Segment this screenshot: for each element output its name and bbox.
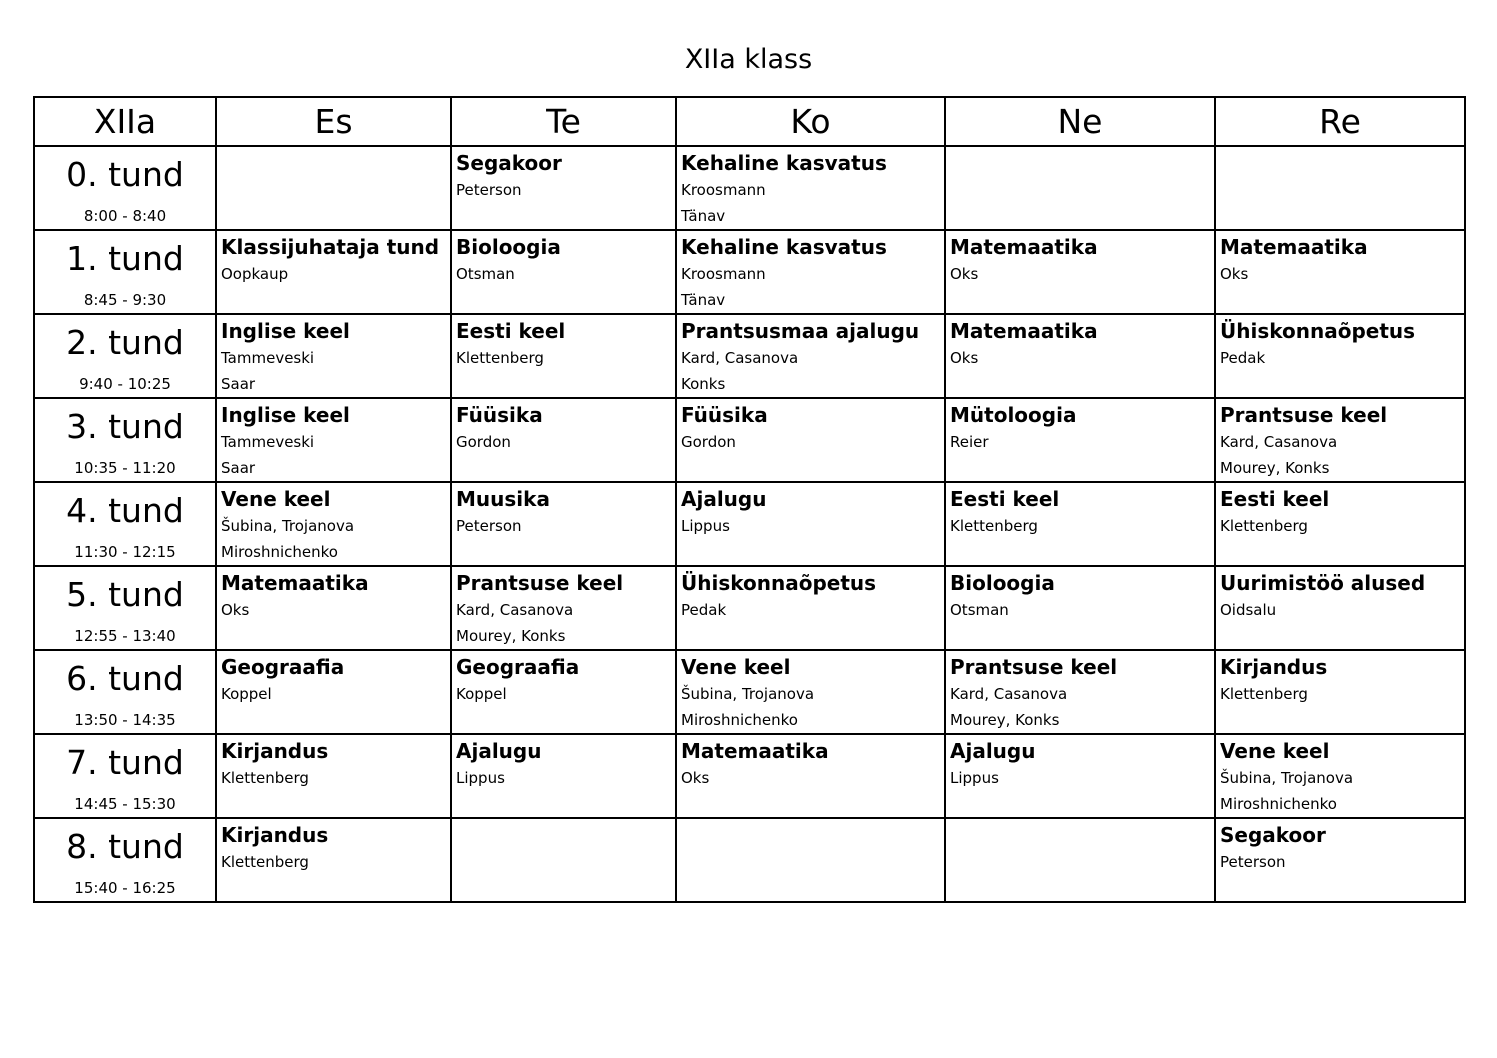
header-day-es: Es	[216, 97, 451, 146]
lesson	[452, 231, 675, 287]
lesson-subject: Matemaatika	[681, 739, 829, 763]
period-name: 6. tund	[66, 659, 184, 698]
lesson-cell	[216, 566, 451, 650]
lesson	[1216, 399, 1464, 481]
lesson-subject: Muusika	[456, 487, 550, 511]
lesson-subject: Ajalugu	[950, 739, 1036, 763]
period-time: 13:50 - 14:35	[74, 711, 176, 729]
lesson	[452, 567, 675, 649]
lesson-teacher: Oks	[1220, 265, 1249, 283]
lesson-teacher: Peterson	[456, 181, 522, 199]
lesson-teacher: Saar	[221, 375, 256, 393]
empty-cell	[945, 818, 1215, 902]
lesson-teacher: Mourey, Konks	[456, 627, 566, 645]
lesson-cell	[676, 650, 945, 734]
lesson	[217, 819, 450, 875]
lesson-teacher: Lippus	[681, 517, 730, 535]
lesson	[946, 399, 1214, 455]
lesson-teacher: Oopkaup	[221, 265, 289, 283]
lesson	[946, 567, 1214, 623]
lesson-cell	[676, 482, 945, 566]
lesson-teacher: Klettenberg	[1220, 517, 1308, 535]
lesson-teacher: Klettenberg	[950, 517, 1038, 535]
lesson	[217, 231, 450, 287]
lesson-cell	[676, 566, 945, 650]
lesson-cell	[1215, 566, 1465, 650]
lesson-cell	[1215, 650, 1465, 734]
lesson-subject: Ajalugu	[681, 487, 767, 511]
lesson	[217, 399, 450, 481]
lesson-subject: Ühiskonnaõpetus	[1220, 319, 1416, 343]
lesson	[677, 735, 944, 791]
lesson-subject: Kirjandus	[221, 739, 329, 763]
lesson-cell	[1215, 818, 1465, 902]
lesson-teacher: Tammeveski	[221, 433, 315, 451]
lesson-subject: Bioloogia	[950, 571, 1055, 595]
lesson-teacher: Tammeveski	[221, 349, 315, 367]
lesson-cell	[676, 398, 945, 482]
period-time: 9:40 - 10:25	[79, 375, 171, 393]
period-cell	[34, 146, 216, 230]
lesson-subject: Matemaatika	[950, 319, 1098, 343]
lesson-cell	[216, 818, 451, 902]
period-name: 0. tund	[66, 155, 184, 194]
period-row	[34, 230, 1465, 314]
lesson-cell	[1215, 398, 1465, 482]
lesson-teacher: Reier	[950, 433, 989, 451]
period-time: 8:00 - 8:40	[83, 207, 167, 225]
lesson-cell	[216, 650, 451, 734]
lesson	[677, 147, 944, 229]
lesson-cell	[676, 734, 945, 818]
lesson-subject: Eesti keel	[456, 319, 566, 343]
lesson-teacher: Gordon	[681, 433, 736, 451]
lesson-teacher: Koppel	[221, 685, 272, 703]
period-time: 11:30 - 12:15	[74, 543, 176, 561]
lesson-subject: Kehaline kasvatus	[681, 151, 887, 175]
lesson-subject: Füüsika	[456, 403, 543, 427]
lesson	[452, 735, 675, 791]
lesson-cell	[1215, 314, 1465, 398]
lesson-teacher: Pedak	[681, 601, 727, 619]
period-name: 7. tund	[66, 743, 184, 782]
lesson-teacher: Kroosmann	[681, 265, 766, 283]
lesson-subject: Matemaatika	[950, 235, 1098, 259]
lesson-cell	[216, 482, 451, 566]
lesson-cell	[451, 146, 676, 230]
lesson	[677, 231, 944, 313]
empty-cell	[676, 818, 945, 902]
lesson	[452, 651, 675, 707]
lesson-cell	[945, 314, 1215, 398]
lesson-teacher: Gordon	[456, 433, 511, 451]
lesson-cell	[1215, 230, 1465, 314]
lesson	[1216, 315, 1464, 371]
period-name: 5. tund	[66, 575, 184, 614]
lesson-subject: Ühiskonnaõpetus	[681, 571, 877, 595]
lesson-subject: Inglise keel	[221, 403, 350, 427]
lesson	[452, 399, 675, 455]
lesson-teacher: Kard, Casanova	[681, 349, 799, 367]
period-time: 10:35 - 11:20	[74, 459, 176, 477]
lesson-subject: Geograafia	[221, 655, 345, 679]
empty-cell	[216, 146, 451, 230]
lesson-teacher: Lippus	[456, 769, 505, 787]
period-row	[34, 650, 1465, 734]
lesson-cell	[945, 650, 1215, 734]
lesson-teacher: Oidsalu	[1220, 601, 1277, 619]
period-row	[34, 146, 1465, 230]
period-cell	[34, 566, 216, 650]
period-cell	[34, 482, 216, 566]
lesson-teacher: Oks	[221, 601, 250, 619]
lesson-cell	[945, 482, 1215, 566]
header-day-te: Te	[451, 97, 676, 146]
period-name: 2. tund	[66, 323, 184, 362]
period-time: 14:45 - 15:30	[74, 795, 176, 813]
lesson-teacher: Miroshnichenko	[681, 711, 798, 729]
lesson	[217, 735, 450, 791]
lesson-teacher: Pedak	[1220, 349, 1266, 367]
lesson	[1216, 483, 1464, 539]
lesson-teacher: Miroshnichenko	[221, 543, 338, 561]
lesson	[677, 567, 944, 623]
lesson-cell	[451, 650, 676, 734]
header-day-ne: Ne	[945, 97, 1215, 146]
timetable-body	[34, 146, 1465, 902]
period-cell	[34, 734, 216, 818]
lesson-cell	[945, 566, 1215, 650]
lesson-cell	[676, 230, 945, 314]
lesson-teacher: Saar	[221, 459, 256, 477]
lesson-cell	[216, 230, 451, 314]
period-name: 3. tund	[66, 407, 184, 446]
lesson-subject: Prantsusmaa ajalugu	[681, 319, 920, 343]
period-row	[34, 314, 1465, 398]
period-cell	[34, 230, 216, 314]
period-row	[34, 818, 1465, 902]
lesson-subject: Uurimistöö alused	[1220, 571, 1426, 595]
lesson-cell	[216, 734, 451, 818]
lesson-teacher: Klettenberg	[221, 853, 309, 871]
lesson-subject: Klassijuhataja tund	[221, 235, 440, 259]
lesson-subject: Vene keel	[1220, 739, 1330, 763]
empty-cell	[451, 818, 676, 902]
period-cell	[34, 398, 216, 482]
lesson	[677, 651, 944, 733]
lesson-teacher: Konks	[681, 375, 726, 393]
lesson	[1216, 819, 1464, 875]
lesson-cell	[451, 230, 676, 314]
period-name: 4. tund	[66, 491, 184, 530]
lesson	[946, 735, 1214, 791]
empty-cell	[945, 146, 1215, 230]
lesson-teacher: Šubina, Trojanova	[681, 685, 815, 703]
lesson-teacher: Peterson	[456, 517, 522, 535]
lesson-teacher: Kard, Casanova	[950, 685, 1068, 703]
lesson-cell	[451, 566, 676, 650]
period-row	[34, 566, 1465, 650]
lesson	[1216, 231, 1464, 287]
lesson-cell	[451, 314, 676, 398]
period-row	[34, 398, 1465, 482]
lesson	[217, 567, 450, 623]
lesson-teacher: Šubina, Trojanova	[221, 517, 355, 535]
lesson-subject: Geograafia	[456, 655, 580, 679]
lesson-teacher: Miroshnichenko	[1220, 795, 1337, 813]
lesson-subject: Vene keel	[681, 655, 791, 679]
lesson-teacher: Peterson	[1220, 853, 1286, 871]
lesson-subject: Ajalugu	[456, 739, 542, 763]
lesson-subject: Prantsuse keel	[456, 571, 624, 595]
period-name: 1. tund	[66, 239, 184, 278]
lesson	[677, 315, 944, 397]
lesson-cell	[945, 230, 1215, 314]
lesson	[1216, 735, 1464, 817]
period-name: 8. tund	[66, 827, 184, 866]
lesson-cell	[945, 398, 1215, 482]
lesson-subject: Kirjandus	[221, 823, 329, 847]
lesson	[217, 483, 450, 565]
lesson-subject: Matemaatika	[1220, 235, 1368, 259]
lesson-teacher: Oks	[950, 349, 979, 367]
lesson-teacher: Oks	[681, 769, 710, 787]
header-day-re: Re	[1215, 97, 1465, 146]
period-cell	[34, 314, 216, 398]
lesson-teacher: Otsman	[950, 601, 1009, 619]
lesson-teacher: Klettenberg	[1220, 685, 1308, 703]
lesson-cell	[945, 734, 1215, 818]
period-time: 8:45 - 9:30	[83, 291, 167, 309]
lesson-subject: Kirjandus	[1220, 655, 1328, 679]
period-time: 12:55 - 13:40	[74, 627, 176, 645]
lesson	[946, 651, 1214, 733]
lesson-subject: Segakoor	[1220, 823, 1326, 847]
header-day-ko: Ko	[676, 97, 945, 146]
lesson	[452, 483, 675, 539]
lesson-cell	[451, 734, 676, 818]
header-class: XIIa	[34, 97, 216, 146]
lesson-teacher: Šubina, Trojanova	[1220, 769, 1354, 787]
lesson-teacher: Kard, Casanova	[1220, 433, 1338, 451]
lesson-subject: Mütoloogia	[950, 403, 1077, 427]
timetable	[33, 96, 1466, 903]
lesson-cell	[451, 482, 676, 566]
empty-cell	[1215, 146, 1465, 230]
lesson-subject: Eesti keel	[950, 487, 1060, 511]
lesson-teacher: Koppel	[456, 685, 507, 703]
lesson-teacher: Tänav	[681, 207, 726, 225]
lesson-cell	[216, 314, 451, 398]
lesson-teacher: Otsman	[456, 265, 515, 283]
lesson-teacher: Mourey, Konks	[1220, 459, 1330, 477]
lesson-teacher: Kard, Casanova	[456, 601, 574, 619]
lesson-cell	[1215, 482, 1465, 566]
page-title: XIIa klass	[684, 44, 813, 75]
lesson	[217, 651, 450, 707]
lesson-subject: Inglise keel	[221, 319, 350, 343]
lesson-subject: Segakoor	[456, 151, 562, 175]
lesson-teacher: Klettenberg	[221, 769, 309, 787]
lesson-teacher: Klettenberg	[456, 349, 544, 367]
period-row	[34, 482, 1465, 566]
lesson-teacher: Kroosmann	[681, 181, 766, 199]
lesson	[1216, 567, 1464, 623]
lesson-cell	[676, 314, 945, 398]
header-row	[34, 97, 1465, 146]
lesson-cell	[451, 398, 676, 482]
lesson-subject: Vene keel	[221, 487, 331, 511]
lesson-subject: Prantsuse keel	[1220, 403, 1388, 427]
lesson-cell	[216, 398, 451, 482]
lesson-teacher: Lippus	[950, 769, 999, 787]
lesson	[946, 483, 1214, 539]
lesson	[946, 315, 1214, 371]
lesson	[677, 399, 944, 455]
period-cell	[34, 818, 216, 902]
lesson-subject: Prantsuse keel	[950, 655, 1118, 679]
lesson	[677, 483, 944, 539]
lesson	[452, 147, 675, 203]
period-row	[34, 734, 1465, 818]
lesson-teacher: Tänav	[681, 291, 726, 309]
lesson	[1216, 651, 1464, 707]
lesson-teacher: Oks	[950, 265, 979, 283]
lesson-teacher: Mourey, Konks	[950, 711, 1060, 729]
period-time: 15:40 - 16:25	[74, 879, 176, 897]
lesson-cell	[676, 146, 945, 230]
lesson-subject: Matemaatika	[221, 571, 369, 595]
lesson-subject: Kehaline kasvatus	[681, 235, 887, 259]
lesson	[452, 315, 675, 371]
period-cell	[34, 650, 216, 734]
lesson-subject: Bioloogia	[456, 235, 561, 259]
lesson	[946, 231, 1214, 287]
lesson-cell	[1215, 734, 1465, 818]
lesson	[217, 315, 450, 397]
lesson-subject: Füüsika	[681, 403, 768, 427]
lesson-subject: Eesti keel	[1220, 487, 1330, 511]
